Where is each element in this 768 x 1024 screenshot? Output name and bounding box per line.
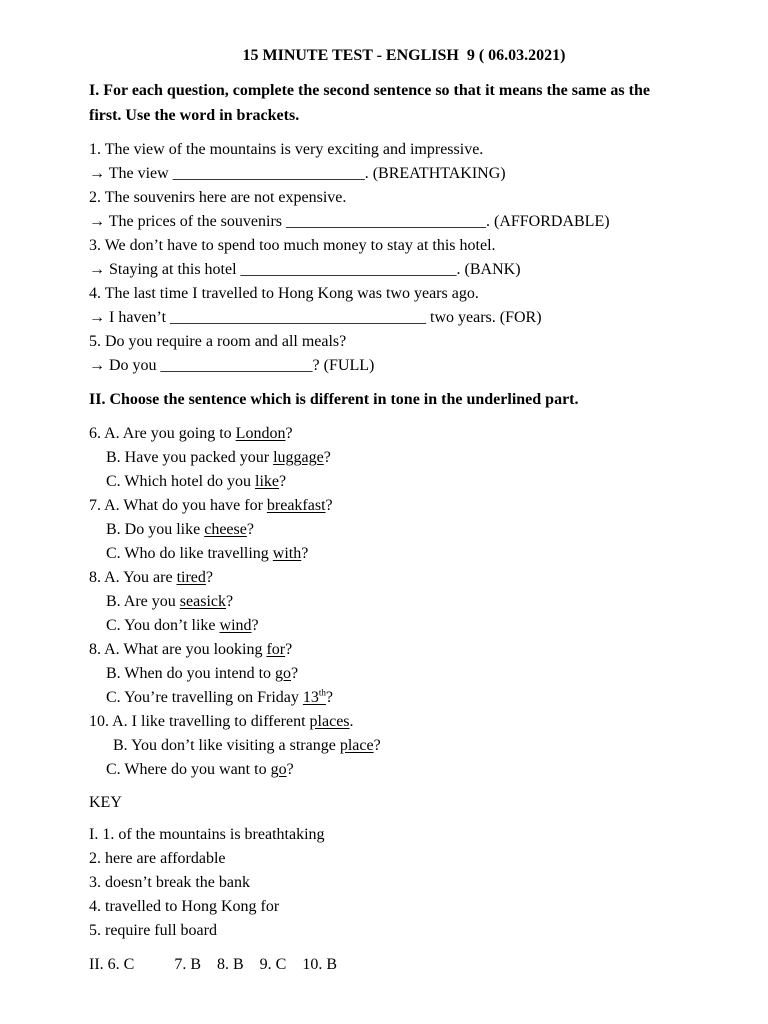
option-line: 8. A. You are tired?: [89, 569, 213, 586]
question-3: 3. We don’t have to spend too much money to stay at this hotel.: [89, 237, 496, 254]
underlined-word: places: [309, 713, 350, 730]
underlined-word: 13th: [302, 687, 326, 706]
option-line: B. When do you intend to go?: [106, 665, 299, 682]
key-line: 3. doesn’t break the bank: [89, 874, 250, 891]
option-line: C. Which hotel do you like?: [106, 473, 287, 490]
key-heading: KEY: [89, 794, 122, 811]
underlined-word: seasick: [179, 593, 226, 610]
key-part2-answers: II. 6. C 7. B 8. B 9. C 10. B: [89, 956, 338, 973]
key-line: 4. travelled to Hong Kong for: [89, 898, 280, 915]
answer-line-4: → I haven’t ________________________________ two years. (FOR): [89, 309, 542, 326]
underlined-word: for: [266, 641, 286, 658]
question-1: 1. The view of the mountains is very exciting and impressive.: [89, 141, 484, 158]
question-4: 4. The last time I travelled to Hong Kong was two years ago.: [89, 285, 479, 302]
option-line: 8. A. What are you looking for?: [89, 641, 293, 658]
underlined-word: cheese: [204, 521, 247, 538]
key-line: 2. here are affordable: [89, 850, 226, 867]
underlined-word: luggage: [273, 449, 324, 466]
key-line: I. 1. of the mountains is breathtaking: [89, 826, 325, 843]
option-line: 10. A. I like travelling to different places.: [89, 713, 354, 730]
answer-line-1: → The view ________________________. (BREATHTAKING): [89, 165, 506, 182]
option-line: B. Have you packed your luggage?: [106, 449, 331, 466]
section1-instruction-line2: first. Use the word in brackets.: [89, 107, 300, 124]
answer-line-2: → The prices of the souvenirs _________________________. (AFFORDABLE): [89, 213, 610, 230]
option-line: 7. A. What do you have for breakfast?: [89, 497, 333, 514]
underlined-word: London: [235, 425, 286, 442]
underlined-word: go: [275, 665, 292, 682]
option-line: C. Where do you want to go?: [106, 761, 294, 778]
ordinal-suffix: th: [318, 687, 326, 698]
answer-line-3: → Staying at this hotel ___________________________. (BANK): [89, 261, 521, 278]
option-line: C. You’re travelling on Friday 13th?: [106, 687, 333, 706]
option-line: C. You don’t like wind?: [106, 617, 259, 634]
question-2: 2. The souvenirs here are not expensive.: [89, 189, 347, 206]
underlined-word: wind: [219, 617, 252, 634]
underlined-word: tired: [176, 569, 206, 586]
option-line: B. Are you seasick?: [106, 593, 234, 610]
underlined-word: go: [270, 761, 287, 778]
key-line: 5. require full board: [89, 922, 217, 939]
option-line: C. Who do like travelling with?: [106, 545, 309, 562]
section2-instruction: II. Choose the sentence which is different in tone in the underlined part.: [89, 391, 579, 408]
underlined-word: like: [255, 473, 280, 490]
underlined-word: place: [339, 737, 374, 754]
option-line: B. Do you like cheese?: [106, 521, 254, 538]
option-line: 6. A. Are you going to London?: [89, 425, 293, 442]
option-line: B. You don’t like visiting a strange place?: [113, 737, 381, 754]
page-title: 15 MINUTE TEST - ENGLISH 9 ( 06.03.2021): [242, 47, 566, 64]
section1-instruction-line1: I. For each question, complete the second sentence so that it means the same as the: [89, 82, 650, 99]
underlined-word: breakfast: [266, 497, 326, 514]
answer-line-5: → Do you ___________________? (FULL): [89, 357, 375, 374]
underlined-word: with: [272, 545, 302, 562]
question-5: 5. Do you require a room and all meals?: [89, 333, 347, 350]
